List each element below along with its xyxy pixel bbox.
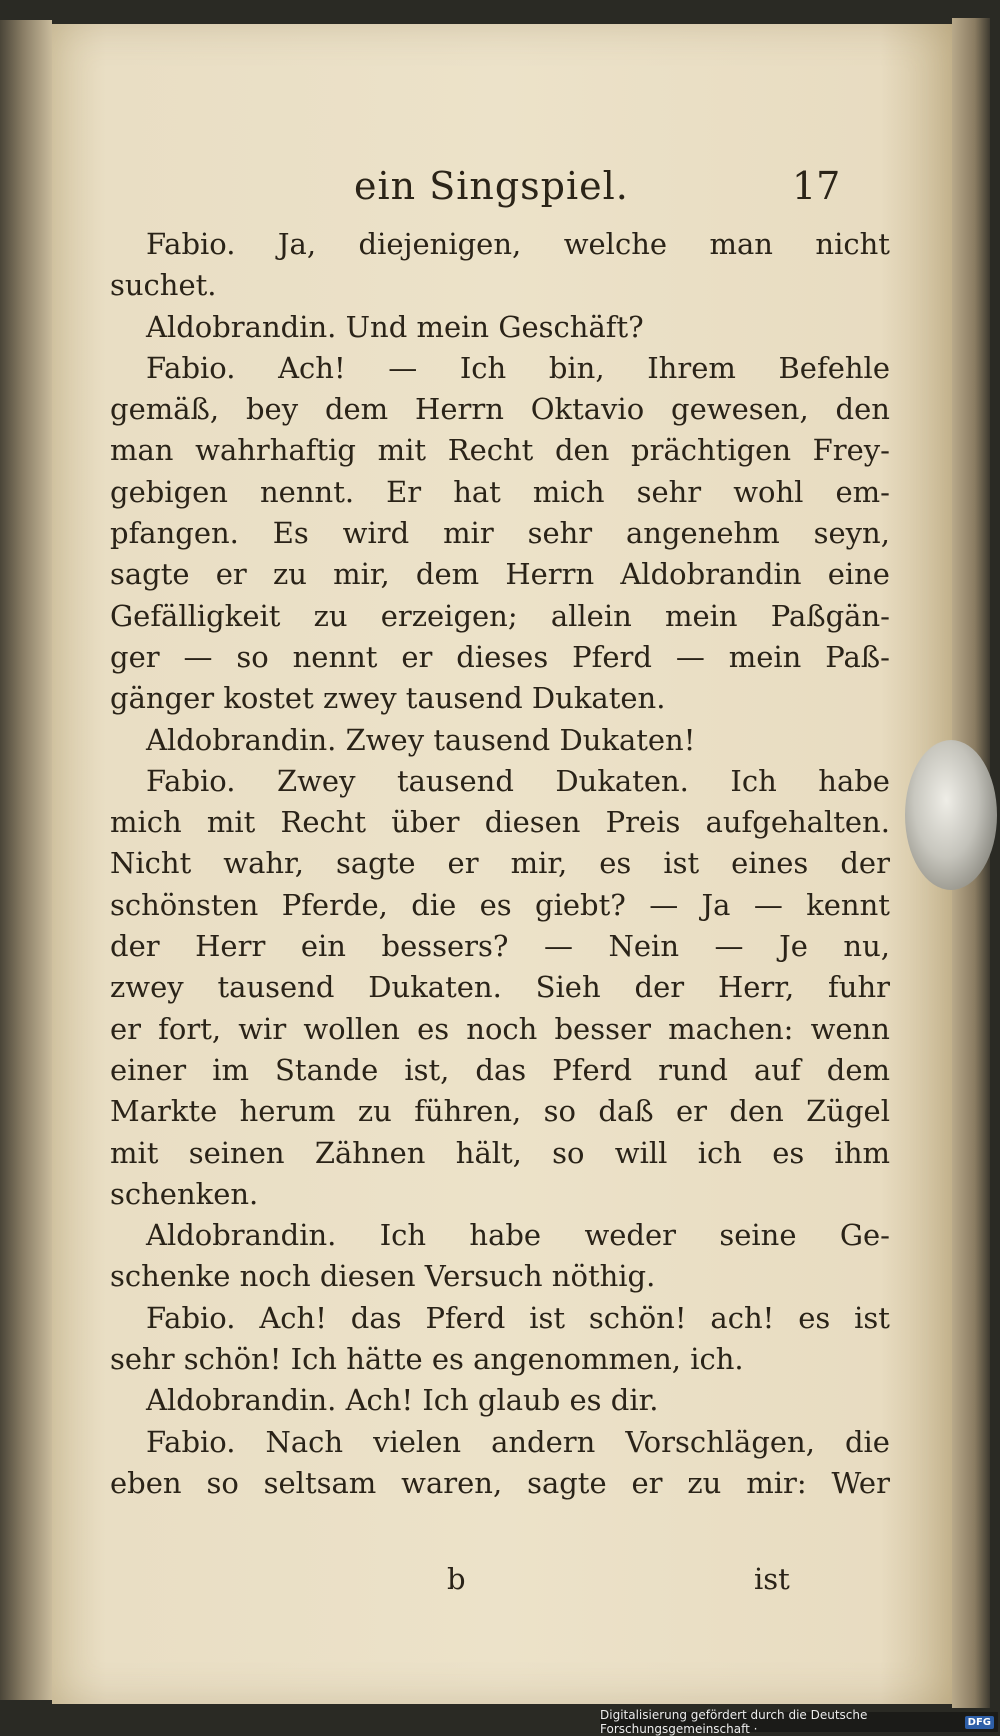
text-line: sehr schön! Ich hätte es angenommen, ich. — [110, 1342, 744, 1377]
text-line: Aldobrandin. Ach! Ich glaub es dir. — [146, 1383, 659, 1418]
text-line: Aldobrandin. Ich habe weder seine Ge- — [146, 1218, 890, 1253]
text-line: Markte herum zu führen, so daß er den Zügel — [110, 1094, 890, 1129]
book-page — [52, 24, 952, 1704]
text-line: pfangen. Es wird mir sehr angenehm seyn, — [110, 516, 890, 551]
text-line: Fabio. Ach! das Pferd ist schön! ach! es ist — [146, 1300, 890, 1335]
text-line: suchet. — [110, 268, 217, 303]
signature-mark: b — [447, 1562, 466, 1596]
page-clip — [905, 740, 997, 890]
text-line: Aldobrandin. Und mein Geschäft? — [146, 309, 644, 344]
text-line: man wahrhaftig mit Recht den prächtigen Frey- — [110, 433, 890, 468]
text-line: Fabio. Zwey tausend Dukaten. Ich habe — [146, 763, 890, 798]
text-line: mich mit Recht über diesen Preis aufgehalten. — [110, 805, 890, 840]
text-line: er fort, wir wollen es noch besser machen: wenn — [110, 1011, 890, 1046]
text-line: Fabio. Ja, diejenigen, welche man nicht — [146, 227, 890, 261]
text-line: zwey tausend Dukaten. Sieh der Herr, fuhr — [110, 970, 890, 1005]
text-line: Aldobrandin. Zwey tausend Dukaten! — [146, 722, 696, 757]
text-line: schönsten Pferde, die es giebt? — Ja — kennt — [110, 887, 890, 922]
running-head — [52, 164, 952, 214]
text-line: eben so seltsam waren, sagte er zu mir: Wer — [110, 1465, 890, 1500]
text-line: Nicht wahr, sagte er mir, es ist eines der — [110, 846, 890, 881]
page-number: 17 — [792, 164, 841, 208]
body-text — [110, 224, 890, 1504]
catchword: ist — [754, 1562, 790, 1596]
book-left-edge — [0, 20, 52, 1700]
text-line: gebigen nennt. Er hat mich sehr wohl em- — [110, 474, 890, 509]
text-line: Gefälligkeit zu erzeigen; allein mein Paßgän- — [110, 598, 890, 633]
text-line: mit seinen Zähnen hält, so will ich es ihm — [110, 1135, 890, 1170]
catchword-line — [52, 1562, 952, 1602]
text-line: schenke noch diesen Versuch nöthig. — [110, 1259, 656, 1294]
text-line: der Herr ein bessers? — Nein — Je nu, — [110, 929, 890, 964]
digitization-footer — [600, 1708, 998, 1736]
text-line: Fabio. Ach! — Ich bin, Ihrem Befehle — [146, 350, 890, 385]
text-line: sagte er zu mir, dem Herrn Aldobrandin eine — [110, 557, 890, 592]
text-line: gänger kostet zwey tausend Dukaten. — [110, 681, 666, 716]
dfg-logo: DFG — [965, 1716, 994, 1729]
running-head-title: ein Singspiel. — [354, 164, 629, 208]
text-line: ger — so nennt er dieses Pferd — mein Paß- — [110, 639, 890, 674]
text-line: einer im Stande ist, das Pferd rund auf dem — [110, 1052, 890, 1087]
text-line: gemäß, bey dem Herrn Oktavio gewesen, den — [110, 392, 890, 427]
text-line: schenken. — [110, 1176, 259, 1211]
footer-text: Digitalisierung gefördert durch die Deutsche Forschungsgemeinschaft · — [600, 1708, 868, 1736]
text-line: Fabio. Nach vielen andern Vorschlägen, die — [146, 1424, 890, 1459]
